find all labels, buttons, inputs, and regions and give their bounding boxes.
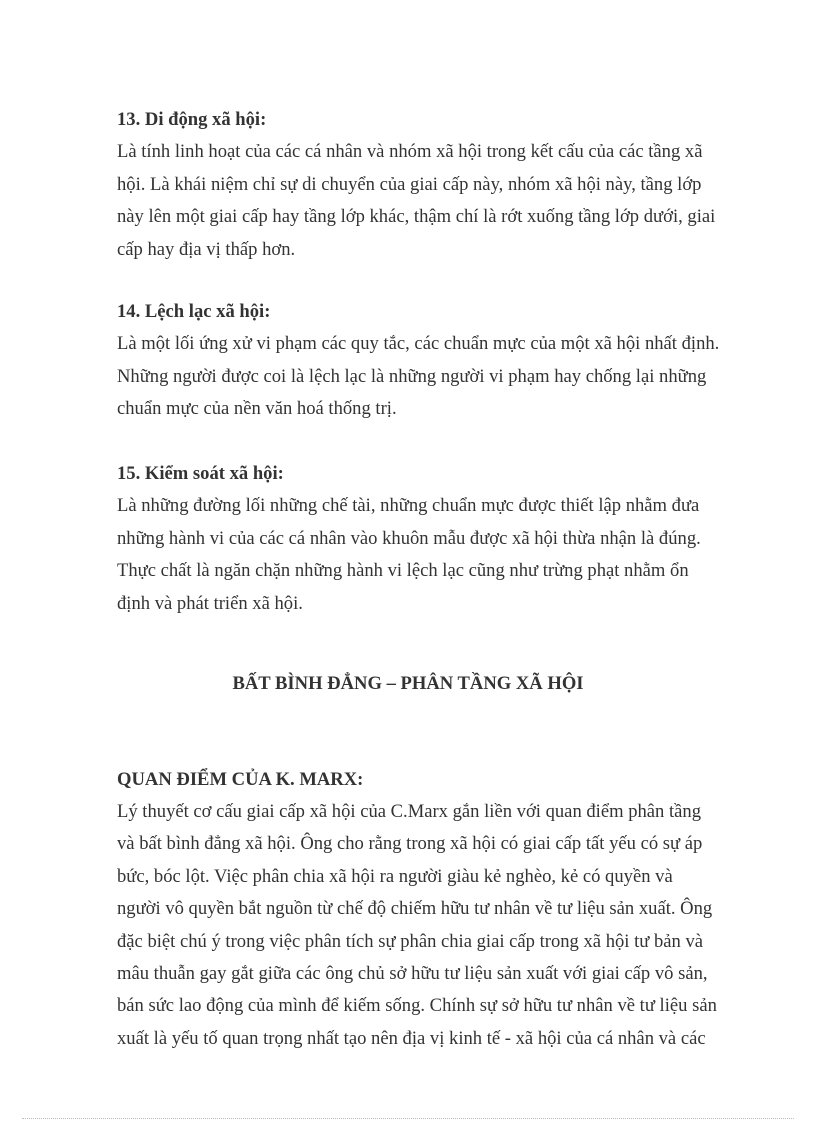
text-line: bán sức lao động của mình để kiếm sống. Chính sự sở hữu tư nhân về tư liệu sản — [117, 995, 717, 1017]
section-paragraph — [117, 490, 757, 620]
text-line: hội. Là khái niệm chỉ sự di chuyển của giai cấp này, nhóm xã hội này, tầng lớp — [117, 173, 702, 195]
text-line: Những người được coi là lệch lạc là những người vi phạm hay chống lại những — [117, 365, 707, 387]
section-heading: 14. Lệch lạc xã hội: — [117, 301, 271, 322]
page-bottom-divider — [22, 1118, 794, 1119]
section-paragraph — [117, 136, 757, 266]
text-line: Là tính linh hoạt của các cá nhân và nhóm xã hội trong kết cấu của các tầng xã — [117, 141, 703, 162]
chapter-title: BẤT BÌNH ĐẲNG – PHÂN TẦNG XÃ HỘI — [232, 673, 584, 694]
section-heading: 15. Kiểm soát xã hội: — [117, 463, 284, 484]
text-line: và bất bình đẳng xã hội. Ông cho rằng trong xã hội có giai cấp tất yếu có sự áp — [117, 833, 703, 855]
section-paragraph — [117, 796, 757, 1055]
text-line: chuẩn mực của nền văn hoá thống trị. — [117, 398, 397, 419]
section-13 — [117, 104, 757, 266]
text-line: đặc biệt chú ý trong việc phân tích sự phân chia giai cấp trong xã hội tư bản và — [117, 930, 704, 952]
text-line: Là những đường lối những chế tài, những chuẩn mực được thiết lập nhằm đưa — [117, 495, 700, 516]
section-paragraph — [117, 328, 757, 426]
section-heading: QUAN ĐIỂM CỦA K. MARX: — [117, 769, 364, 790]
text-line: xuất là yếu tố quan trọng nhất tạo nên địa vị kinh tế - xã hội của cá nhân và các — [117, 1027, 706, 1049]
text-line: người vô quyền bắt nguồn từ chế độ chiếm hữu tư nhân về tư liệu sản xuất. Ông — [117, 898, 713, 920]
text-line: Thực chất là ngăn chặn những hành vi lệch lạc cũng như trừng phạt nhằm ổn — [117, 560, 689, 581]
text-line: này lên một giai cấp hay tầng lớp khác, thậm chí là rớt xuống tầng lớp dưới, giai — [117, 206, 716, 227]
section-14 — [117, 296, 757, 426]
text-line: định và phát triển xã hội. — [117, 592, 303, 614]
section-15 — [117, 458, 757, 620]
text-line: Là một lối ứng xử vi phạm các quy tắc, các chuẩn mực của một xã hội nhất định. — [117, 333, 720, 354]
text-line: bức, bóc lột. Việc phân chia xã hội ra người giàu kẻ nghèo, kẻ có quyền và — [117, 865, 673, 887]
text-line: những hành vi của các cá nhân vào khuôn mẫu được xã hội thừa nhận là đúng. — [117, 527, 701, 549]
text-line: cấp hay địa vị thấp hơn. — [117, 238, 296, 260]
section-heading: 13. Di động xã hội: — [117, 109, 267, 130]
section-marx — [117, 764, 757, 1055]
text-line: mâu thuẫn gay gắt giữa các ông chủ sở hữu tư liệu sản xuất với giai cấp vô sản, — [117, 963, 708, 985]
text-line: Lý thuyết cơ cấu giai cấp xã hội của C.Marx gắn liền với quan điểm phân tầng — [117, 801, 702, 822]
